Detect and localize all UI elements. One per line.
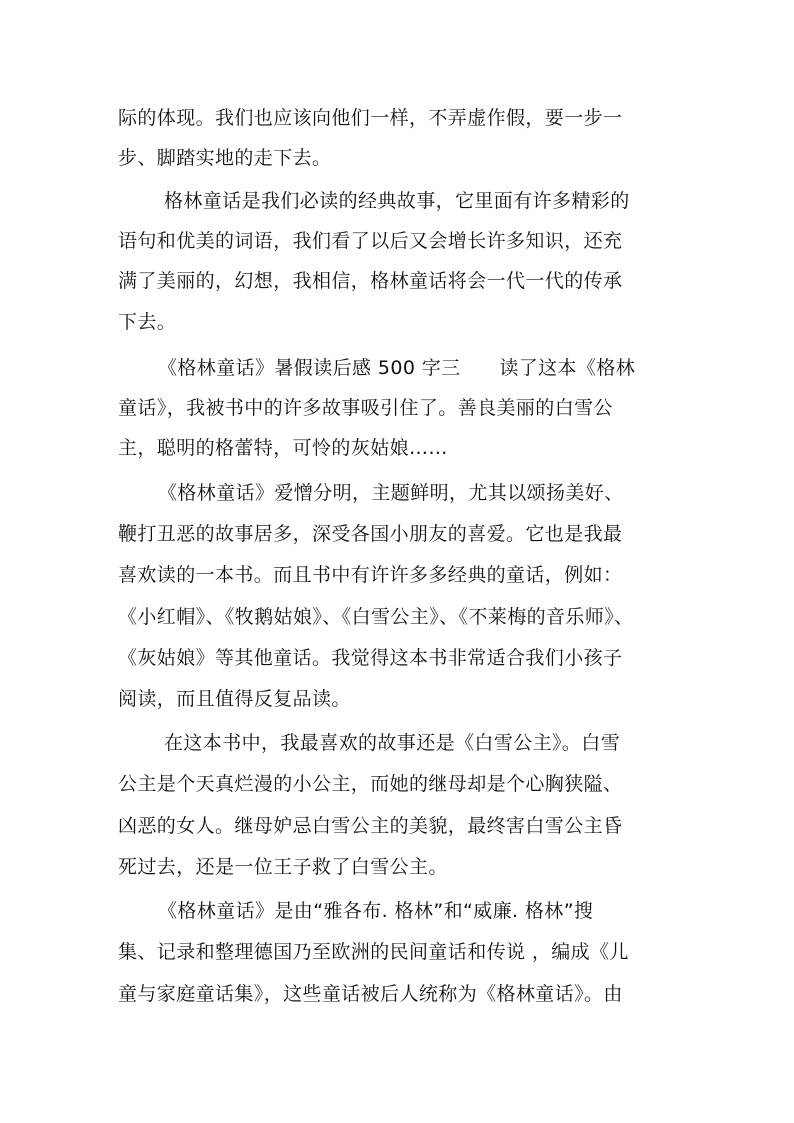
- text-line: 《格林童话》爱憎分明，主题鲜明，尤其以颂扬美好、: [158, 482, 624, 504]
- text-line: 《小红帽》、《牧鹅姑娘》、《白雪公主》、《不莱梅的音乐师》、: [118, 606, 634, 628]
- text-line: 童话》，我被书中的许多故事吸引住了。善良美丽的白雪公: [118, 397, 613, 419]
- text-line: 《格林童话》暑假读后感 500 字三 读了这本《格林: [158, 357, 636, 379]
- text-line: 语句和优美的词语，我们看了以后又会增长许多知识，还充: [118, 230, 623, 252]
- text-line: 《格林童话》是由“雅各布. 格林”和“威廉. 格林”搜: [158, 900, 594, 922]
- text-line: 际的体现。我们也应该向他们一样，不弄虚作假，要一步一: [118, 107, 623, 129]
- text-line: 阅读，而且值得反复品读。: [118, 688, 351, 710]
- text-line: 下去。: [118, 311, 177, 333]
- text-line: 满了美丽的，幻想，我相信，格林童话将会一代一代的传承: [118, 270, 623, 292]
- text-line: 童与家庭童话集》，这些童话被后人统称为《格林童话》。由: [118, 983, 623, 1005]
- text-line: 步、脚踏实地的走下去。: [118, 147, 332, 169]
- text-line: 凶恶的女人。继母妒忌白雪公主的美貌，最终害白雪公主昏: [118, 815, 623, 837]
- text-line: 鞭打丑恶的故事居多，深受各国小朋友的喜爱。它也是我最: [118, 523, 623, 545]
- text-line: 死过去，还是一位王子救了白雪公主。: [118, 856, 448, 878]
- text-line: 格林童话是我们必读的经典故事，它里面有许多精彩的: [164, 190, 630, 212]
- text-line: 主，聪明的格蕾特，可怜的灰姑娘……: [118, 437, 448, 459]
- text-line: 喜欢读的一本书。而且书中有许许多多经典的童话，例如：: [118, 564, 623, 586]
- text-line: 集、记录和整理德国乃至欧洲的民间童话和传说 ，编成《儿: [118, 941, 629, 963]
- text-line: 《灰姑娘》等其他童话。我觉得这本书非常适合我们小孩子: [118, 647, 623, 669]
- text-line: 公主是个天真烂漫的小公主，而她的继母却是个心胸狭隘、: [118, 773, 623, 795]
- text-line: 在这本书中，我最喜欢的故事还是《白雪公主》。白雪: [164, 732, 621, 754]
